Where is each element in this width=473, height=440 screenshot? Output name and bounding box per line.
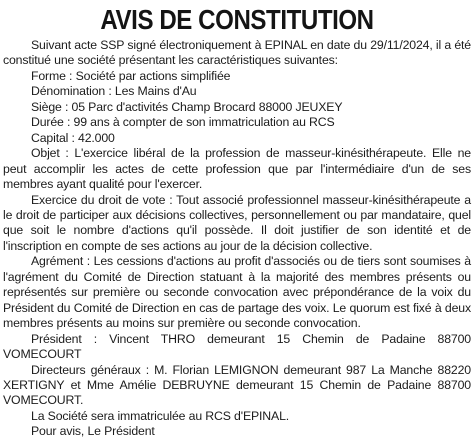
- president-line: Président : Vincent THRO demeurant 15 Chemin de Padaine 88700 VOMECOURT: [3, 331, 471, 362]
- registration-line: La Société sera immatriculée au RCS d'EPINAL.: [31, 408, 290, 423]
- capital-line: Capital : 42.000: [31, 130, 115, 145]
- notice-body: [3, 38, 471, 440]
- registered-office-line: Siège : 05 Parc d'activités Champ Brocard 88000 JEUXEY: [31, 99, 343, 114]
- denomination-line: Dénomination : Les Mains d'Au: [31, 84, 197, 99]
- signature-line: Pour avis, Le Président: [31, 424, 155, 439]
- form-line: Forme : Société par actions simplifiée: [31, 68, 231, 83]
- general-directors-paragraph: Directeurs généraux : M. Florian LEMIGNON demeurant 987 La Manche 88220 XERTIGNY et Mme Amélie DEBRUYNE demeurant 15 Chemin de Padaine 88700 VOMECOURT.: [3, 362, 471, 408]
- notice-title: AVIS DE CONSTITUTION: [100, 4, 374, 35]
- intro-paragraph: Suivant acte SSP signé électroniquement à EPINAL en date du 29/11/2024, il a été constitué une société présentant les caractéristiques suivantes:: [3, 38, 471, 68]
- voting-rights-paragraph: Exercice du droit de vote : Tout associé professionnel masseur-kinésithérapeute a le droit de participer aux décisions collectives, personnellement ou par mandataire, quel que soit le nombre d'actions qu'il possède. Il doit justifier de son identité et de l'inscription en compte de ses actions au jour de la décision collective.: [3, 192, 471, 253]
- purpose-paragraph: Objet : L'exercice libéral de la profession de masseur-kinésithérapeute. Elle ne peut accomplir les actes de cette profession que par l'intermédiaire d'un de ses membres ayant qualité pour l'exercer.: [3, 146, 471, 192]
- approval-paragraph: Agrément : Les cessions d'actions au profit d'associés ou de tiers sont soumises à l'agrément du Comité de Direction statuant à la majorité des membres présents ou représentés sur première ou seconde convocation avec prépondérance de la voix du Président du Comité de Direction en cas de partage des voix. Le quorum est fixé à deux membres présents au moins sur première ou seconde convocation.: [3, 254, 471, 331]
- duration-line: Durée : 99 ans à compter de son immatriculation au RCS: [31, 115, 335, 130]
